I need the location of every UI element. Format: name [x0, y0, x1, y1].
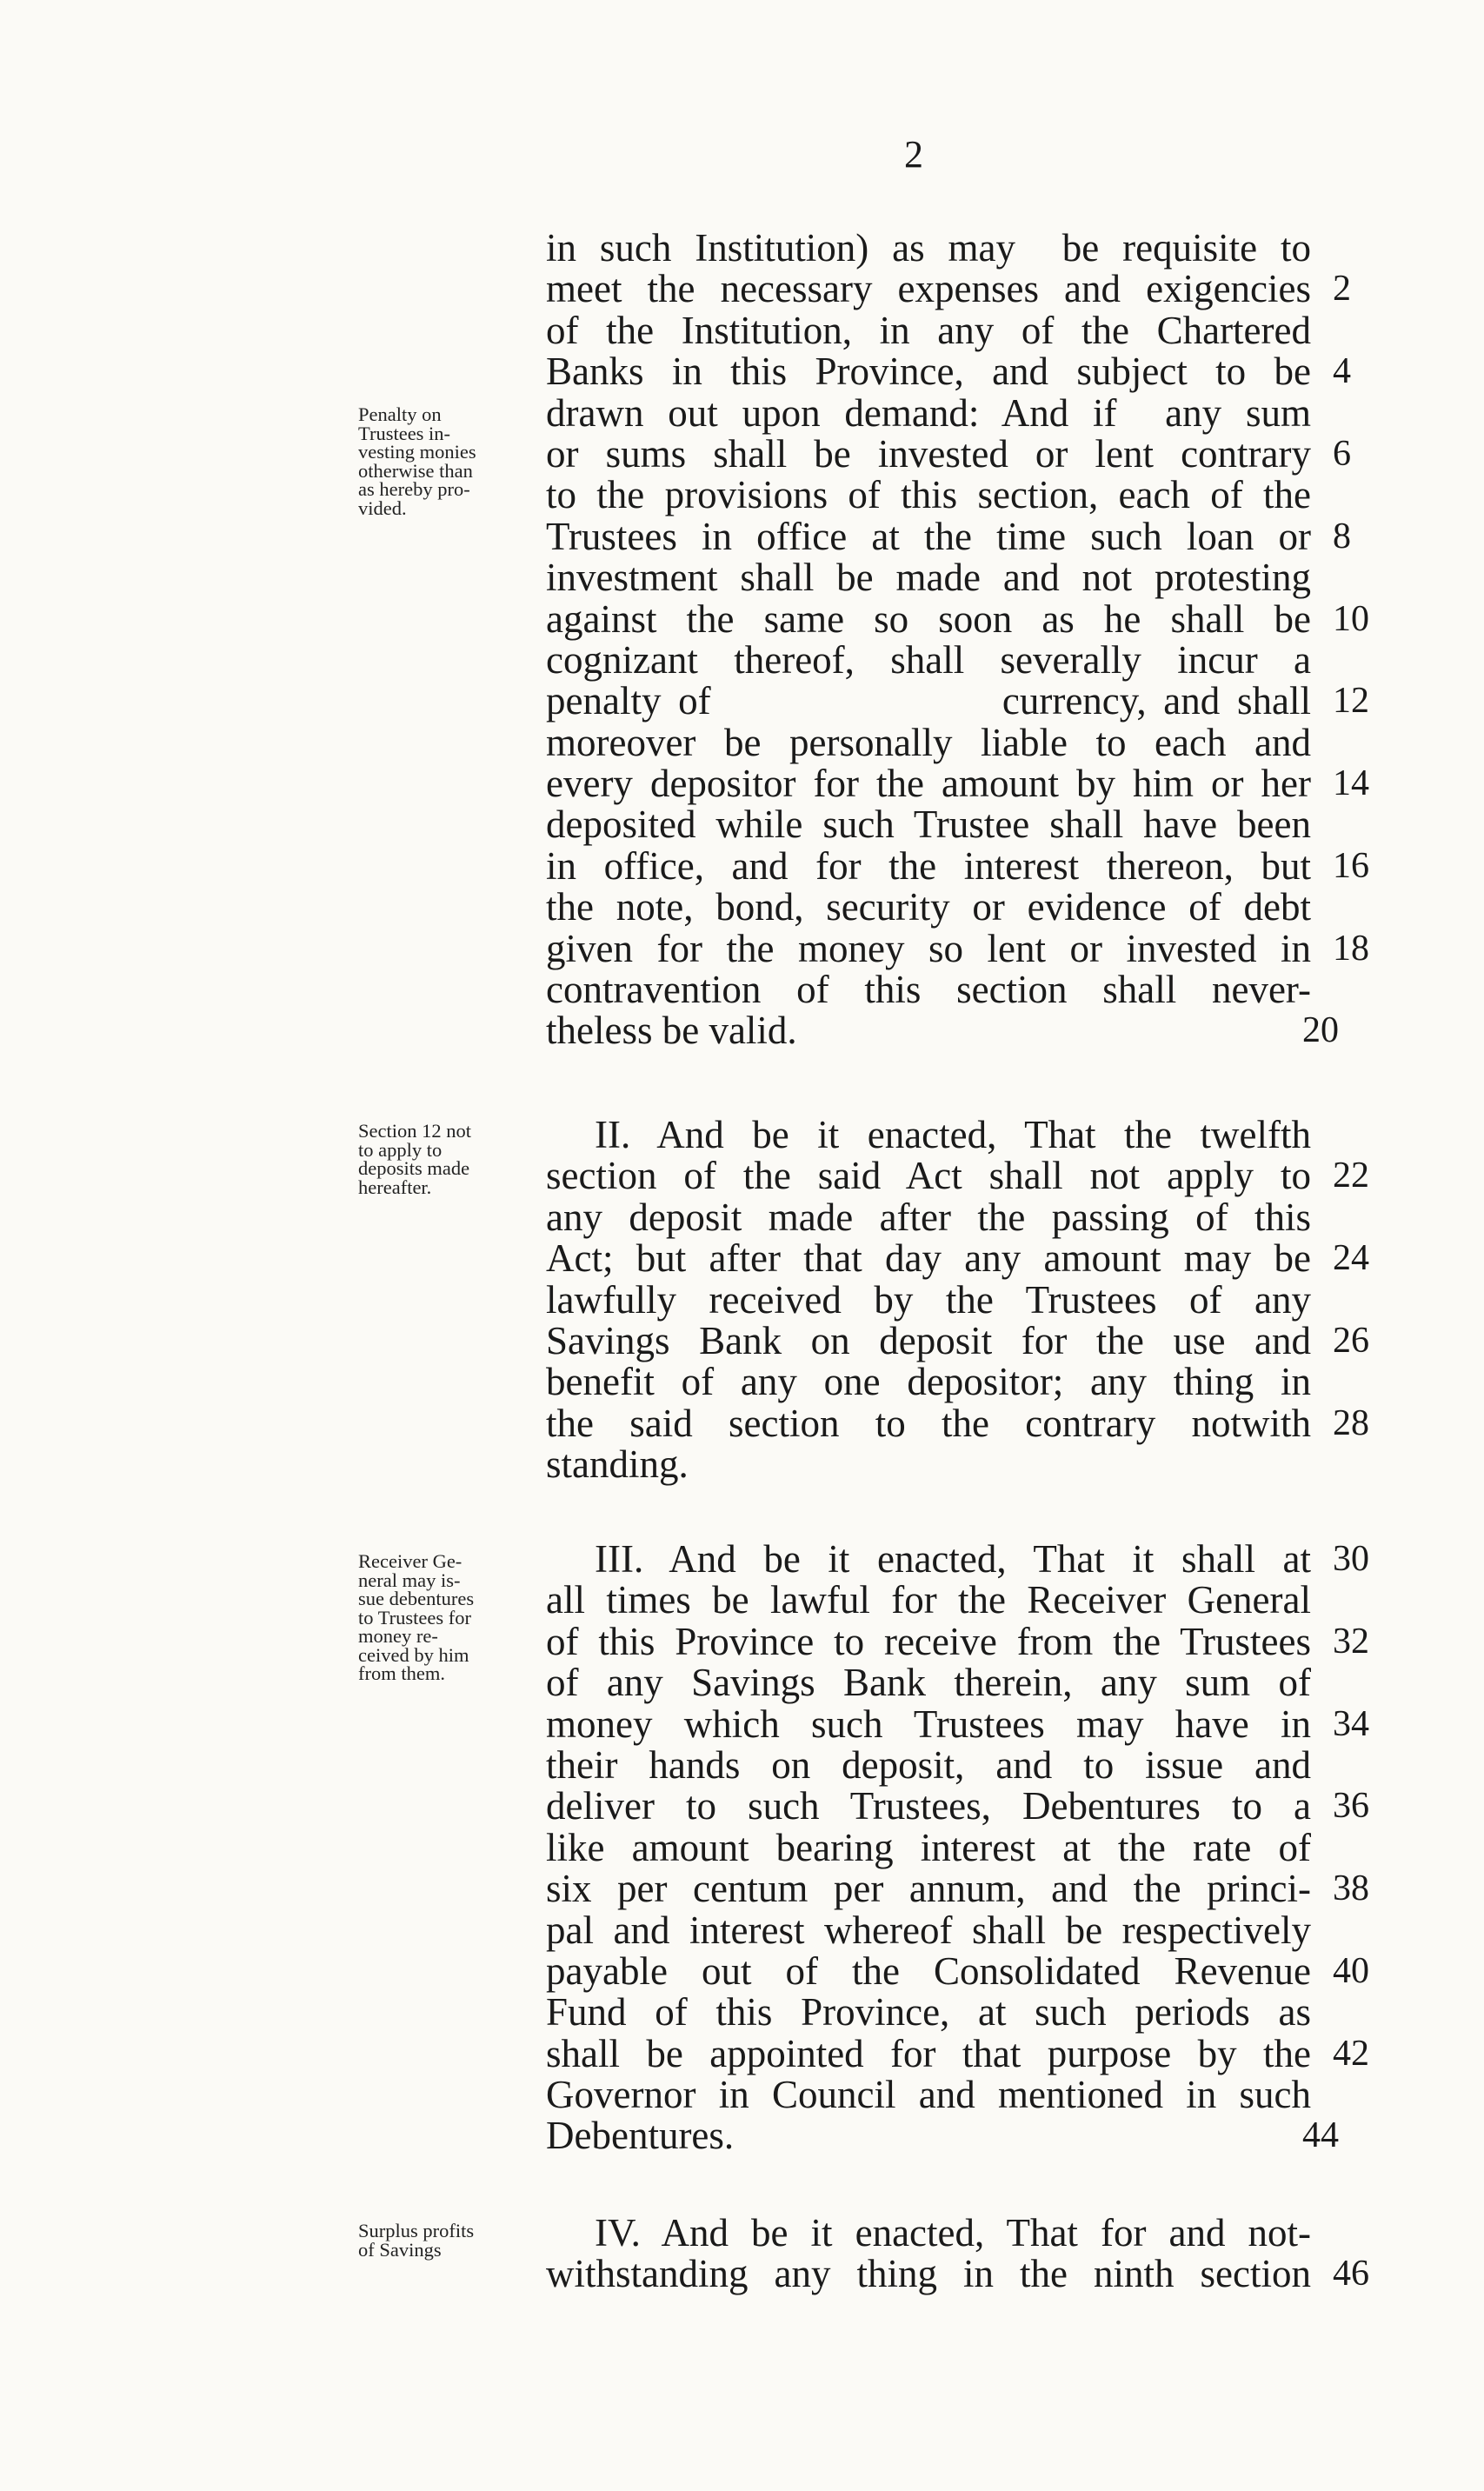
- text-line: [546, 1910, 1311, 1951]
- text-line: [546, 1444, 1311, 1485]
- line-text: meet the necessary expenses and exigencies: [546, 267, 1311, 311]
- text-line: [546, 1825, 1311, 1869]
- line-number: 30: [1333, 1539, 1369, 1579]
- line-number: 20: [1302, 1010, 1339, 1051]
- text-line: [546, 2114, 1339, 2158]
- line-text: in such Institution) as may be requisite to: [546, 226, 1311, 270]
- line-number: 28: [1333, 1402, 1369, 1443]
- line-text: Act; but after that day any amount may be: [546, 1236, 1311, 1281]
- text-line: [546, 596, 1369, 641]
- margin-note-line: to Trustees for: [358, 1606, 472, 1628]
- text-line: [546, 1702, 1369, 1746]
- line-number: 16: [1333, 845, 1369, 886]
- text-line: [546, 350, 1351, 394]
- line-number: 32: [1333, 1621, 1369, 1662]
- margin-note-line: Section 12 not: [358, 1120, 471, 1142]
- margin-note-line: neral may is-: [358, 1569, 461, 1591]
- text-line: [546, 679, 1369, 723]
- margin-note: [358, 1552, 536, 1683]
- text-line: [546, 2031, 1369, 2075]
- line-text: drawn out upon demand: And if any sum: [546, 390, 1311, 435]
- text-line: [546, 762, 1369, 806]
- line-text: Governor in Council and mentioned in such: [546, 2073, 1311, 2117]
- line-text: the said section to the contrary notwith: [546, 1401, 1311, 1445]
- line-text: moreover be personally liable to each and: [546, 720, 1311, 764]
- line-number: 8: [1333, 516, 1351, 556]
- line-number: 22: [1333, 1156, 1369, 1196]
- text-line: [546, 1236, 1369, 1281]
- margin-note-line: Receiver Ge-: [358, 1550, 463, 1572]
- line-text: or sums shall be invested or lent contrary: [546, 431, 1311, 476]
- text-line: [546, 390, 1311, 435]
- line-text: section of the said Act shall not apply to: [546, 1154, 1311, 1198]
- line-number: 4: [1333, 351, 1351, 392]
- text-line: [546, 1867, 1369, 1911]
- section-block: [546, 1113, 1369, 1487]
- text-line: [546, 1948, 1369, 1993]
- line-text: of the Institution, in any of the Chartered: [546, 308, 1311, 352]
- line-text: lawfully received by the Trustees of any: [546, 1277, 1311, 1322]
- line-number: 40: [1333, 1950, 1369, 1991]
- line-number: 14: [1333, 763, 1369, 804]
- margin-note: [358, 2221, 536, 2259]
- text-line: [546, 267, 1351, 311]
- margin-note-line: Surplus profits: [358, 2220, 475, 2241]
- line-text: cognizant thereof, shall severally incur a: [546, 637, 1311, 682]
- text-line: [546, 1580, 1311, 1621]
- line-number: 12: [1333, 681, 1369, 722]
- line-text: to the provisions of this section, each of the: [546, 473, 1311, 517]
- text-line: [546, 1115, 1311, 1156]
- line-text: money which such Trustees may have in: [546, 1702, 1311, 1746]
- text-line: [546, 1401, 1369, 1445]
- line-text: II. And be it enacted, That the twelfth: [595, 1113, 1311, 1156]
- line-number: 10: [1333, 598, 1369, 639]
- line-number: 42: [1333, 2033, 1369, 2074]
- line-text: theless be valid.: [546, 1009, 797, 1053]
- line-text: Debentures.: [546, 2114, 735, 2158]
- line-text: in office, and for the interest thereon, but: [546, 843, 1311, 888]
- text-line: [546, 720, 1311, 764]
- line-text: IV. And be it enacted, That for and not-: [595, 2211, 1311, 2255]
- line-text: Fund of this Province, at such periods as: [546, 1990, 1311, 2035]
- text-line: [546, 2252, 1369, 2296]
- margin-note-line: vesting monies: [358, 441, 476, 463]
- margin-note-line: sue debentures: [358, 1588, 475, 1609]
- line-text: III. And be it enacted, That it shall at: [595, 1537, 1311, 1581]
- section-block: [546, 2211, 1369, 2296]
- section-block: [546, 226, 1369, 1053]
- line-text: Trustees in office at the time such loan or: [546, 514, 1311, 558]
- text-line: [546, 1537, 1369, 1581]
- text-line: [546, 969, 1311, 1010]
- line-number: 26: [1333, 1320, 1369, 1361]
- margin-note-line: of Savings: [358, 2238, 442, 2261]
- text-line: [546, 2213, 1311, 2254]
- text-line: [546, 475, 1311, 516]
- line-number: 6: [1333, 433, 1351, 474]
- margin-note-line: ceived by him: [358, 1643, 469, 1666]
- margin-note-line: money re-: [358, 1625, 438, 1647]
- margin-note-line: hereafter.: [358, 1176, 432, 1198]
- line-number: 46: [1333, 2254, 1369, 2295]
- margin-note-line: vided.: [358, 496, 407, 519]
- line-text: of this Province to receive from the Trustees: [546, 1619, 1311, 1663]
- text-line: [546, 1009, 1339, 1053]
- line-text: given for the money so lent or invested in: [546, 926, 1311, 970]
- margin-note-line: from them.: [358, 1662, 445, 1684]
- line-number: 2: [1333, 269, 1351, 310]
- margin-note: [358, 1122, 536, 1196]
- text-line: [546, 431, 1351, 476]
- margin-note-line: Trustees in-: [358, 422, 451, 444]
- text-line: [546, 843, 1369, 888]
- text-line: [546, 557, 1311, 598]
- line-number: 34: [1333, 1703, 1369, 1744]
- text-line: [546, 228, 1311, 269]
- text-line: [546, 1619, 1369, 1663]
- line-text: investment shall be made and not protesting: [546, 556, 1311, 600]
- line-text: shall be appointed for that purpose by the: [546, 2031, 1311, 2075]
- text-line: [546, 514, 1351, 558]
- text-line: [546, 1277, 1311, 1322]
- margin-note-line: as hereby pro-: [358, 478, 470, 500]
- line-text: any deposit made after the passing of this: [546, 1195, 1311, 1239]
- line-text: withstanding any thing in the ninth section: [546, 2252, 1311, 2296]
- line-text: penalty of currency, and shall: [546, 679, 1311, 723]
- line-text: their hands on deposit, and to issue and: [546, 1742, 1311, 1787]
- text-line: [546, 887, 1311, 928]
- margin-note-line: to apply to: [358, 1138, 443, 1161]
- text-line: [546, 1742, 1311, 1787]
- line-text: against the same so soon as he shall be: [546, 596, 1311, 641]
- text-line: [546, 1784, 1369, 1828]
- text-line: [546, 637, 1311, 682]
- line-number: 38: [1333, 1868, 1369, 1909]
- line-text: benefit of any one depositor; any thing in: [546, 1360, 1311, 1404]
- line-text: Savings Bank on deposit for the use and: [546, 1318, 1311, 1362]
- line-text: the note, bond, security or evidence of debt: [546, 885, 1311, 929]
- line-text: all times be lawful for the Receiver General: [546, 1578, 1311, 1622]
- line-text: six per centum per annum, and the princi-: [546, 1867, 1311, 1911]
- line-number: 36: [1333, 1786, 1369, 1827]
- line-number: 24: [1333, 1238, 1369, 1279]
- text-line: [546, 310, 1311, 351]
- text-line: [546, 926, 1369, 970]
- line-text: every depositor for the amount by him or her: [546, 762, 1311, 806]
- line-text: of any Savings Bank therein, any sum of: [546, 1661, 1311, 1705]
- line-text: like amount bearing interest at the rate of: [546, 1825, 1311, 1869]
- margin-note: [358, 405, 536, 517]
- line-text: pal and interest whereof shall be respectively: [546, 1908, 1311, 1952]
- line-text: standing.: [546, 1442, 689, 1487]
- page-number: 2: [904, 133, 925, 176]
- text-line: [546, 1992, 1311, 2033]
- text-line: [546, 1362, 1311, 1402]
- text-line: [546, 1197, 1311, 1238]
- text-line: [546, 1662, 1311, 1703]
- line-text: deliver to such Trustees, Debentures to a: [546, 1784, 1311, 1828]
- line-number: 18: [1333, 928, 1369, 969]
- text-line: [546, 1318, 1369, 1362]
- line-text: Banks in this Province, and subject to be: [546, 350, 1311, 394]
- text-line: [546, 2075, 1311, 2115]
- line-number: 44: [1302, 2115, 1339, 2156]
- section-block: [546, 1537, 1369, 2158]
- text-line: [546, 1154, 1369, 1198]
- line-text: payable out of the Consolidated Revenue: [546, 1948, 1311, 1993]
- margin-note-line: otherwise than: [358, 459, 473, 482]
- text-line: [546, 804, 1311, 845]
- line-text: deposited while such Trustee shall have been: [546, 803, 1311, 847]
- margin-note-line: Penalty on: [358, 403, 442, 425]
- margin-note-line: deposits made: [358, 1157, 470, 1179]
- line-text: contravention of this section shall never-: [546, 968, 1311, 1012]
